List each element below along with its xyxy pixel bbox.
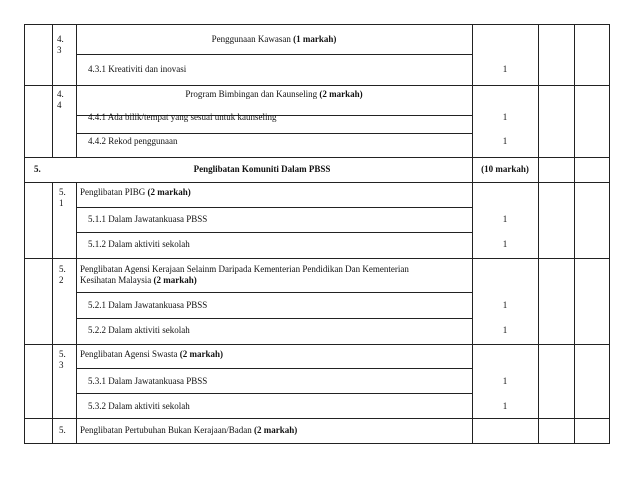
criterion-label: 4.4.1 Ada bilik/tempat yang sesuai untuk kaunseling xyxy=(88,112,277,122)
section-title: Penglibatan Pertubuhan Bukan Kerajaan/Badan (2 markah) xyxy=(80,425,298,435)
row-divider xyxy=(76,292,472,293)
section-title: Penglibatan Agensi Swasta (2 markah) xyxy=(80,349,223,359)
row-divider xyxy=(76,318,472,319)
row-divider xyxy=(24,258,610,259)
row-divider xyxy=(24,85,610,86)
column-divider xyxy=(538,24,539,444)
column-divider xyxy=(52,24,53,157)
criterion-label: 5.1.1 Dalam Jawatankuasa PBSS xyxy=(88,214,208,224)
section-number: 5. 1 xyxy=(59,187,66,208)
section-number: 5. xyxy=(59,425,66,435)
section-number: 4. 3 xyxy=(57,34,64,55)
criterion-label: 4.3.1 Kreativiti dan inovasi xyxy=(88,64,187,74)
criterion-score: 1 xyxy=(502,239,508,249)
section-title: Penggunaan Kawasan (1 markah) xyxy=(211,34,337,44)
row-divider xyxy=(76,368,472,369)
criterion-score: 1 xyxy=(502,64,508,74)
section-number: 5. 3 xyxy=(59,349,66,370)
criterion-label: 5.1.2 Dalam aktiviti sekolah xyxy=(88,239,190,249)
criterion-label: 5.3.2 Dalam aktiviti sekolah xyxy=(88,401,190,411)
criterion-label: 4.4.2 Rekod penggunaan xyxy=(88,136,178,146)
column-divider xyxy=(76,182,77,444)
criterion-label: 5.2.1 Dalam Jawatankuasa PBSS xyxy=(88,300,208,310)
section-title: Penglibatan Agensi Kerajaan Selainm Daripada Kementerian Pendidikan Dan Kementerian Kesihatan Malaysia (2 markah) xyxy=(80,264,409,285)
row-divider xyxy=(76,133,472,134)
row-divider xyxy=(24,443,610,444)
row-divider xyxy=(76,207,472,208)
criterion-score: 1 xyxy=(502,112,508,122)
row-divider xyxy=(24,182,610,183)
column-divider xyxy=(574,24,575,444)
criterion-score: 1 xyxy=(502,325,508,335)
section-title: Penglibatan Komuniti Dalam PBSS xyxy=(193,164,331,174)
row-divider xyxy=(76,393,472,394)
criterion-score: 1 xyxy=(502,376,508,386)
criterion-score: 1 xyxy=(502,300,508,310)
criterion-score: 1 xyxy=(502,136,508,146)
column-divider xyxy=(609,24,610,444)
column-divider xyxy=(24,24,25,444)
row-divider xyxy=(76,54,472,55)
criterion-label: 5.3.1 Dalam Jawatankuasa PBSS xyxy=(88,376,208,386)
section-mark: (10 markah) xyxy=(481,164,529,174)
criterion-label: 5.2.2 Dalam aktiviti sekolah xyxy=(88,325,190,335)
row-divider xyxy=(24,157,610,158)
section-title: Program Bimbingan dan Kaunseling (2 markah) xyxy=(185,89,363,99)
scoring-table xyxy=(24,24,610,444)
criterion-score: 1 xyxy=(502,401,508,411)
section-number: 5. xyxy=(34,164,41,174)
section-number: 5. 2 xyxy=(59,264,66,285)
row-divider xyxy=(24,24,610,25)
section-number: 4. 4 xyxy=(57,89,64,110)
row-divider xyxy=(76,232,472,233)
row-divider xyxy=(24,344,610,345)
column-divider xyxy=(52,182,53,444)
section-title: Penglibatan PIBG (2 markah) xyxy=(80,187,191,197)
row-divider xyxy=(24,418,610,419)
criterion-score: 1 xyxy=(502,214,508,224)
